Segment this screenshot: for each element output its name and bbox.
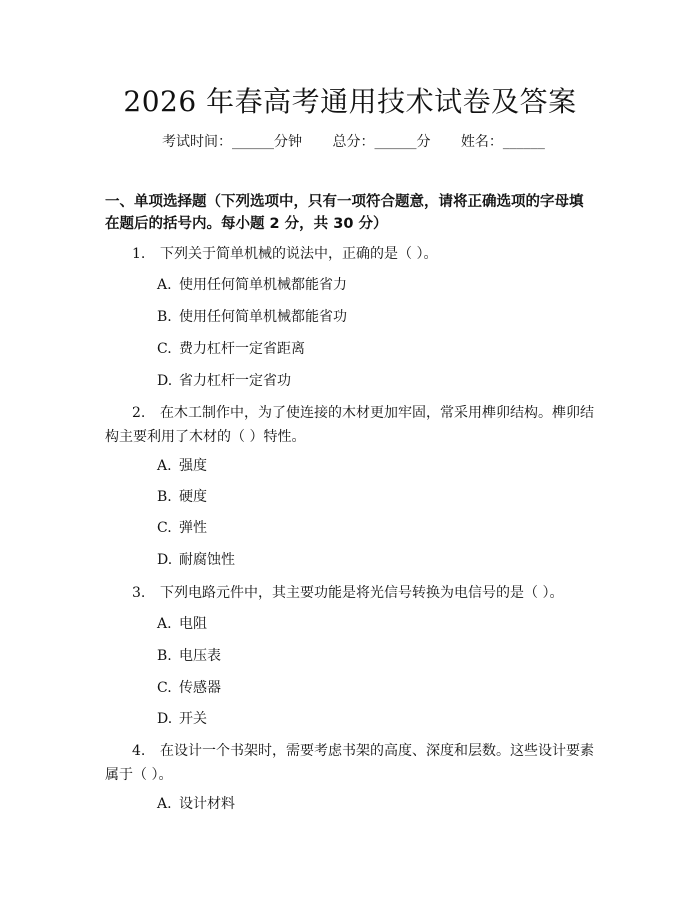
option-3d (157, 709, 207, 729)
option-2d (157, 550, 235, 570)
option-letter: D. (157, 373, 173, 389)
option-text: 强度 (179, 458, 207, 474)
option-text: 设计材料 (179, 796, 235, 812)
option-text: 省力杠杆一定省功 (179, 373, 291, 389)
question-number: 3. (132, 585, 146, 601)
question-4 (105, 739, 595, 787)
option-text: 弹性 (179, 520, 207, 536)
option-letter: C. (157, 341, 172, 357)
page-title: 2026 年春高考通用技术试卷及答案 (123, 85, 577, 118)
question-3 (105, 581, 595, 605)
question-stem: 下列关于简单机械的说法中，正确的是（ ）。 (160, 246, 438, 262)
option-letter: D. (157, 552, 173, 568)
option-text: 电压表 (179, 648, 221, 664)
option-letter: A. (157, 458, 172, 474)
option-text: 硬度 (179, 489, 207, 505)
option-text: 传感器 (179, 680, 221, 696)
option-text: 使用任何简单机械都能省力 (179, 277, 347, 293)
option-1d (157, 371, 291, 391)
option-letter: C. (157, 680, 172, 696)
option-3b (157, 646, 221, 666)
option-4a (157, 794, 235, 814)
option-1c (157, 339, 305, 359)
question-number: 2. (132, 405, 146, 421)
option-text: 开关 (179, 711, 207, 727)
option-letter: C. (157, 520, 172, 536)
question-2 (105, 401, 595, 449)
section-heading: 一、单项选择题（下列选项中，只有一项符合题意，请将正确选项的字母填在题后的括号内。每小题 2 分，共 30 分） (105, 194, 584, 232)
option-letter: B. (157, 489, 172, 505)
option-3c (157, 678, 221, 698)
exam-time-field: 考试时间：______分钟 (162, 134, 302, 150)
option-letter: A. (157, 796, 172, 812)
option-1a (157, 275, 347, 295)
total-score-field: 总分：______分 (332, 134, 431, 150)
option-3a (157, 614, 207, 634)
option-2a (157, 456, 207, 476)
exam-meta (162, 131, 571, 151)
option-1b (157, 307, 347, 327)
question-stem: 在设计一个书架时，需要考虑书架的高度、深度和层数。这些设计要素属于（ ）。 (105, 743, 594, 783)
question-stem: 在木工制作中，为了使连接的木材更加牢固，常采用榫卯结构。榫卯结构主要利用了木材的（ ）特性。 (105, 405, 594, 445)
option-text: 耐腐蚀性 (179, 552, 235, 568)
question-number: 1. (132, 246, 146, 262)
option-text: 电阻 (179, 616, 207, 632)
option-letter: A. (157, 616, 172, 632)
option-text: 费力杠杆一定省距离 (179, 341, 305, 357)
option-2b (157, 487, 207, 507)
option-letter: B. (157, 648, 172, 664)
question-stem: 下列电路元件中，其主要功能是将光信号转换为电信号的是（ ）。 (160, 585, 564, 601)
option-2c (157, 518, 207, 538)
question-number: 4. (132, 743, 146, 759)
option-letter: D. (157, 711, 173, 727)
question-1 (105, 242, 595, 266)
option-text: 使用任何简单机械都能省功 (179, 309, 347, 325)
option-letter: B. (157, 309, 172, 325)
option-letter: A. (157, 277, 172, 293)
student-name-field: 姓名：______ (460, 134, 545, 150)
